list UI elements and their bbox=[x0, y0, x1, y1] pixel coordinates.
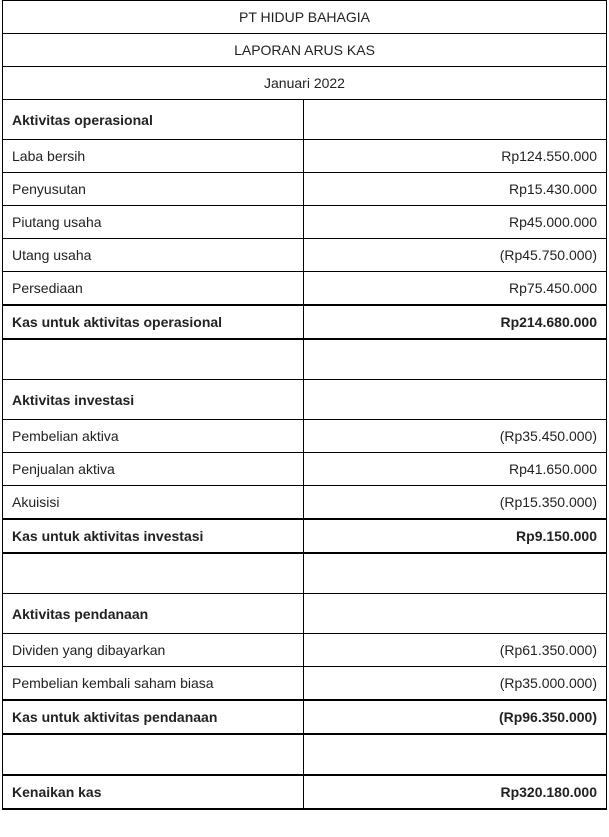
empty-cell bbox=[304, 594, 607, 634]
row-label: Akuisisi bbox=[3, 486, 304, 520]
table-row bbox=[3, 453, 607, 486]
total-label-operasional: Kas untuk aktivitas operasional bbox=[3, 305, 304, 339]
empty-cell bbox=[304, 339, 607, 380]
empty-cell bbox=[304, 734, 607, 775]
empty-cell bbox=[3, 553, 304, 594]
section-heading-row bbox=[3, 100, 607, 140]
empty-cell bbox=[304, 380, 607, 420]
row-label: Piutang usaha bbox=[3, 206, 304, 239]
section-heading-pendanaan: Aktivitas pendanaan bbox=[3, 594, 304, 634]
row-value: Rp45.000.000 bbox=[304, 206, 607, 239]
row-value: Rp15.430.000 bbox=[304, 173, 607, 206]
total-row bbox=[3, 519, 607, 553]
row-label: Pembelian kembali saham biasa bbox=[3, 667, 304, 701]
row-value: (Rp15.350.000) bbox=[304, 486, 607, 520]
total-value-pendanaan: (Rp96.350.000) bbox=[304, 700, 607, 734]
row-value: (Rp61.350.000) bbox=[304, 634, 607, 667]
row-value: Rp124.550.000 bbox=[304, 140, 607, 173]
total-row bbox=[3, 700, 607, 734]
row-value: (Rp45.750.000) bbox=[304, 239, 607, 272]
total-value-operasional: Rp214.680.000 bbox=[304, 305, 607, 339]
section-heading-investasi: Aktivitas investasi bbox=[3, 380, 304, 420]
table-row bbox=[3, 272, 607, 306]
table-row bbox=[3, 634, 607, 667]
row-label: Laba bersih bbox=[3, 140, 304, 173]
empty-cell bbox=[304, 100, 607, 140]
net-increase-label: Kenaikan kas bbox=[3, 775, 304, 809]
row-label: Penyusutan bbox=[3, 173, 304, 206]
table-row bbox=[3, 667, 607, 701]
row-value: Rp41.650.000 bbox=[304, 453, 607, 486]
table-row bbox=[3, 239, 607, 272]
spacer-row bbox=[3, 734, 607, 775]
empty-cell bbox=[3, 339, 304, 380]
title-row bbox=[3, 34, 607, 67]
empty-cell bbox=[3, 734, 304, 775]
company-name: PT HIDUP BAHAGIA bbox=[3, 1, 607, 34]
period-row bbox=[3, 67, 607, 100]
table-row bbox=[3, 486, 607, 520]
table-row bbox=[3, 206, 607, 239]
row-label: Pembelian aktiva bbox=[3, 420, 304, 453]
spacer-row bbox=[3, 339, 607, 380]
report-period: Januari 2022 bbox=[3, 67, 607, 100]
section-heading-operasional: Aktivitas operasional bbox=[3, 100, 304, 140]
row-value: (Rp35.450.000) bbox=[304, 420, 607, 453]
cash-flow-table bbox=[2, 0, 607, 810]
table-row bbox=[3, 173, 607, 206]
section-heading-row bbox=[3, 594, 607, 634]
row-label: Dividen yang dibayarkan bbox=[3, 634, 304, 667]
row-label: Utang usaha bbox=[3, 239, 304, 272]
table-row bbox=[3, 140, 607, 173]
total-label-investasi: Kas untuk aktivitas investasi bbox=[3, 519, 304, 553]
empty-cell bbox=[304, 553, 607, 594]
row-label: Penjualan aktiva bbox=[3, 453, 304, 486]
total-value-investasi: Rp9.150.000 bbox=[304, 519, 607, 553]
row-label: Persediaan bbox=[3, 272, 304, 306]
total-label-pendanaan: Kas untuk aktivitas pendanaan bbox=[3, 700, 304, 734]
table-row bbox=[3, 420, 607, 453]
section-heading-row bbox=[3, 380, 607, 420]
company-row bbox=[3, 1, 607, 34]
spacer-row bbox=[3, 553, 607, 594]
net-increase-value: Rp320.180.000 bbox=[304, 775, 607, 809]
report-title: LAPORAN ARUS KAS bbox=[3, 34, 607, 67]
row-value: (Rp35.000.000) bbox=[304, 667, 607, 701]
net-increase-row bbox=[3, 775, 607, 809]
total-row bbox=[3, 305, 607, 339]
row-value: Rp75.450.000 bbox=[304, 272, 607, 306]
